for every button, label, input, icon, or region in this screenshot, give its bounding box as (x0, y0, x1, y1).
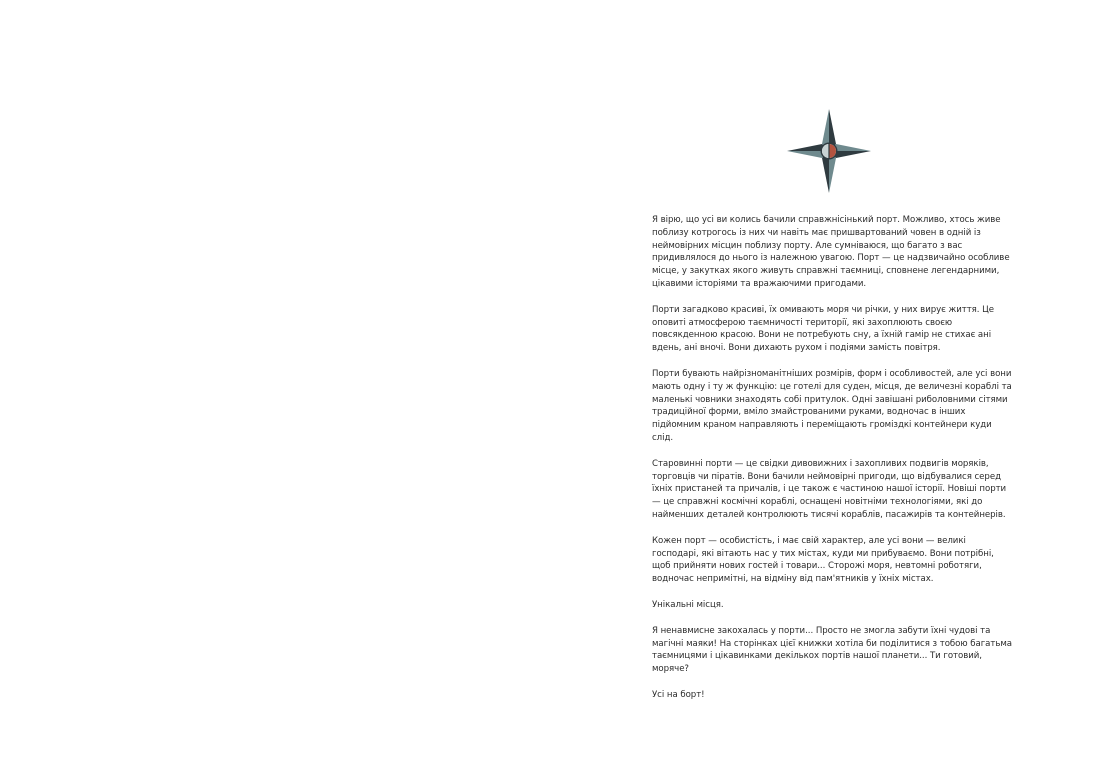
paragraph: Я вірю, що усі ви колись бачили справжнісінький порт. Можливо, хтось живе поблизу котрогось із них чи навіть має пришвартований човен в одній із неймовірних місцин поблизу порту. Але сумніваюся, що багато з вас придивлялося до нього із належною увагою. Порт — це надзвичайно особливе місце, у закутках якого живуть справжні таємниці, сповнене легендарними, цікавими історіями та вражаючими пригодами. (652, 215, 1010, 289)
left-page (0, 0, 552, 769)
paragraph: Я ненавмисне закохалась у порти... Просто не змогла забути їхні чудові та магічні маяки! На сторінках цієї книжки хотіла би поділитися з тобою багатьма таємницями і цікавинками декількох портів нашої планети... Ти готовий, моряче? (652, 625, 1012, 675)
paragraph: Порти загадково красиві, їх омивають моря чи річки, у них вирує життя. Це оповиті атмосферою таємничості території, які захоплюють своєю повсякденною красою. Вони не потребують сну, а їхній гамір не стихає ані вдень, ані вночі. Вони дихають рухом і подіями замість повітря. (652, 304, 995, 354)
paragraph: Унікальні місця. (652, 599, 724, 610)
compass-rose-icon (784, 106, 874, 196)
intro-text (652, 214, 1014, 715)
paragraph: Старовинні порти — це свідки дивовижних і захопливих подвигів моряків, торговців чи піратів. Вони бачили неймовірні пригоди, що відбувалися серед їхніх пристаней та причалів, і це також є частиною нашої історії. Новіші порти — це справжні космічні кораблі, оснащені новітніми технологіями, які до найменших деталей контролюють тисячі кораблів, пасажирів та контейнерів. (652, 458, 1007, 520)
paragraph: Усі на борт! (652, 689, 705, 700)
paragraph: Кожен порт — особистість, і має свій характер, але усі вони — великі господарі, які вітають нас у тих містах, куди ми прибуваємо. Вони потрібні, щоб прийняти нових гостей і товари... Сторожі моря, невтомні роботяги, водночас непримітні, на відміну від пам'ятників у їхніх містах. (652, 535, 994, 585)
paragraph: Порти бувають найрізноманітніших розмірів, форм і особливостей, але усі вони мають одну і ту ж функцію: це готелі для суден, місця, де величезні кораблі та маленькі човники знаходять собі притулок. Одні завішані риболовними сітями традиційної форми, вміло змайстрованими руками, водночас в інших підйомним краном направляють і переміщають громіздкі контейнери куди слід. (652, 368, 1012, 443)
